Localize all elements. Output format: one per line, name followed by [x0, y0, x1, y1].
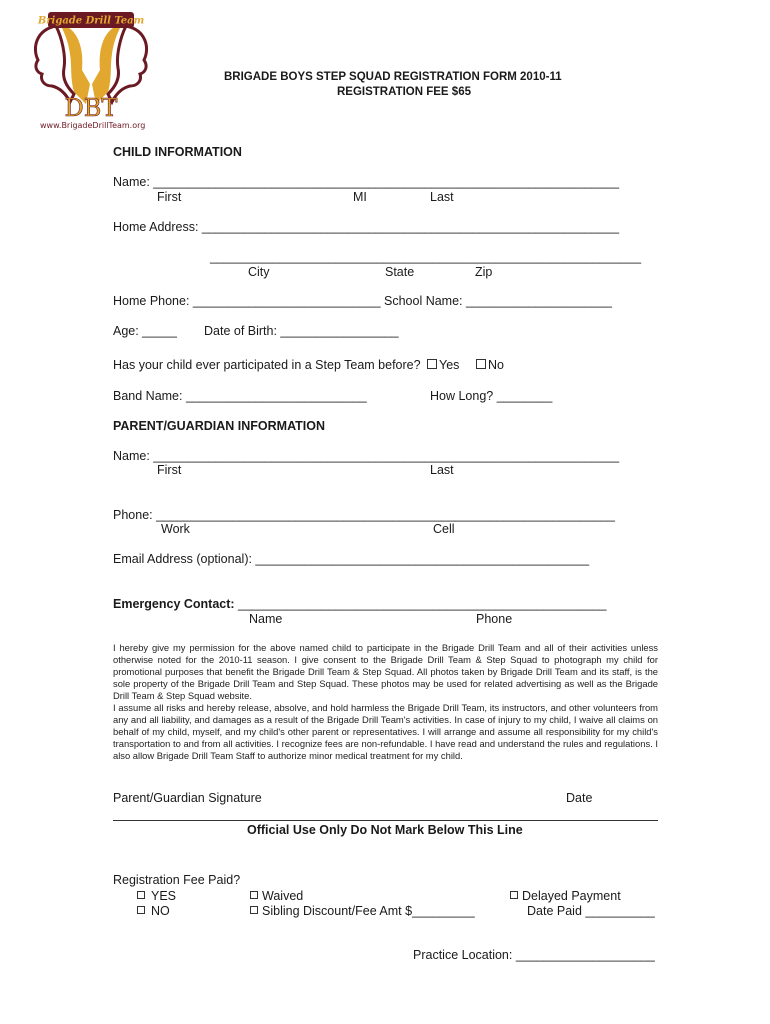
- registration-fee: REGISTRATION FEE $65: [337, 86, 471, 98]
- checkbox-icon[interactable]: [250, 906, 258, 914]
- step-yes-label: Yes: [439, 358, 460, 372]
- parent-last-label: Last: [430, 463, 454, 477]
- state-label: State: [385, 265, 415, 279]
- date-label: Date: [566, 791, 593, 805]
- waived-option[interactable]: [250, 889, 303, 903]
- checkbox-icon[interactable]: [427, 359, 437, 369]
- parent-name-field[interactable]: Name: ___________________________________________________________________: [113, 449, 620, 463]
- parent-phone-field[interactable]: Phone: __________________________________________________________________: [113, 508, 615, 522]
- logo-monogram: DBT: [64, 94, 118, 122]
- home-address-line2[interactable]: ______________________________________________________________: [210, 250, 642, 264]
- parent-first-label: First: [157, 463, 182, 477]
- parent-info-heading: PARENT/GUARDIAN INFORMATION: [113, 419, 326, 433]
- checkbox-icon[interactable]: [137, 906, 145, 914]
- emergency-name-label: Name: [249, 612, 283, 626]
- date-of-birth-field[interactable]: Date of Birth: _________________: [204, 324, 399, 338]
- fee-no-option[interactable]: [137, 904, 170, 918]
- work-label: Work: [161, 522, 190, 536]
- consent-paragraph-1: I hereby give my permission for the above named child to participate in the Brigade Drill Team and all of their activities unless otherwise noted for the 2010-11 season. I give consent to the Brigade Drill Team & Step Squad to photograph my child for promotional purposes that benefit the Brigade Drill Team & Step Squad. All photos taken by Brigade Drill Team and its staff, is the sole property of the Brigade Drill Team and Step Squad. These photos may be used for related advertising as well as the Brigade Drill Team & Step Squad website.: [113, 642, 658, 702]
- step-no-label: No: [488, 358, 504, 372]
- zip-label: Zip: [475, 265, 493, 279]
- checkbox-icon[interactable]: [476, 359, 486, 369]
- checkbox-icon[interactable]: [137, 891, 145, 899]
- child-name-field[interactable]: Name: ___________________________________________________________________: [113, 175, 620, 189]
- date-paid-field[interactable]: Date Paid __________: [527, 904, 655, 918]
- email-field[interactable]: Email Address (optional): ________________________________________________: [113, 552, 590, 566]
- fee-no-label: NO: [151, 904, 170, 918]
- emergency-phone-label: Phone: [476, 612, 513, 626]
- school-name-field[interactable]: School Name: _____________________: [384, 294, 612, 308]
- how-long-field[interactable]: How Long? ________: [430, 389, 553, 403]
- child-info-heading: CHILD INFORMATION: [113, 145, 242, 159]
- band-name-field[interactable]: Band Name: __________________________: [113, 389, 367, 403]
- logo-banner-text: Brigade Drill Team: [37, 15, 145, 27]
- delayed-payment-option[interactable]: [510, 889, 621, 903]
- official-use-heading: Official Use Only Do Not Mark Below This Line: [247, 823, 523, 837]
- practice-location-field[interactable]: Practice Location: ____________________: [413, 948, 655, 962]
- child-mi-label: MI: [353, 190, 367, 204]
- checkbox-icon[interactable]: [510, 891, 518, 899]
- step-team-question: Has your child ever participated in a Step Team before?: [113, 358, 421, 372]
- signature-line[interactable]: [113, 820, 658, 821]
- child-first-label: First: [157, 190, 182, 204]
- step-no-option[interactable]: [476, 358, 504, 372]
- emergency-contact-field[interactable]: _____________________________________________________: [238, 597, 607, 611]
- form-title: BRIGADE BOYS STEP SQUAD REGISTRATION FORM 2010-11: [224, 71, 562, 83]
- fee-yes-label: YES: [151, 889, 177, 903]
- cell-label: Cell: [433, 522, 455, 536]
- consent-paragraph-2: I assume all risks and hereby release, absolve, and hold harmless the Brigade Drill Team, its instructors, and other volunteers from any and all liability, and damages as a result of the Brigade Drill Team's activities. In case of injury to my child, I waive all claims on behalf of my child, myself, and my child's other parent or representatives. I will arrange and assume all responsibility for my child's transportation to and from all activities. I recognize fees are non-refundable. I have read and understand the rules and regulations. I also allow Brigade Drill Team Staff to authorize minor medical treatment for my child.: [113, 702, 658, 762]
- age-field[interactable]: Age: _____: [113, 324, 177, 338]
- fee-paid-label: Registration Fee Paid?: [113, 873, 241, 887]
- checkbox-icon[interactable]: [250, 891, 258, 899]
- city-label: City: [248, 265, 270, 279]
- home-phone-field[interactable]: Home Phone: ___________________________: [113, 294, 381, 308]
- fee-yes-option[interactable]: [137, 889, 176, 903]
- logo-url: www.BrigadeDrillTeam.org: [40, 121, 146, 130]
- emergency-contact-label: Emergency Contact:: [113, 597, 235, 611]
- child-last-label: Last: [430, 190, 454, 204]
- delayed-payment-label: Delayed Payment: [522, 889, 621, 903]
- sibling-discount-option[interactable]: [250, 904, 475, 918]
- brigade-drill-team-logo: [26, 8, 156, 126]
- home-address-field[interactable]: Home Address: ____________________________________________________________: [113, 220, 620, 234]
- signature-label: Parent/Guardian Signature: [113, 791, 262, 805]
- sibling-discount-label: Sibling Discount/Fee Amt $_________: [262, 904, 475, 918]
- waived-label: Waived: [262, 889, 304, 903]
- step-yes-option[interactable]: [427, 358, 459, 372]
